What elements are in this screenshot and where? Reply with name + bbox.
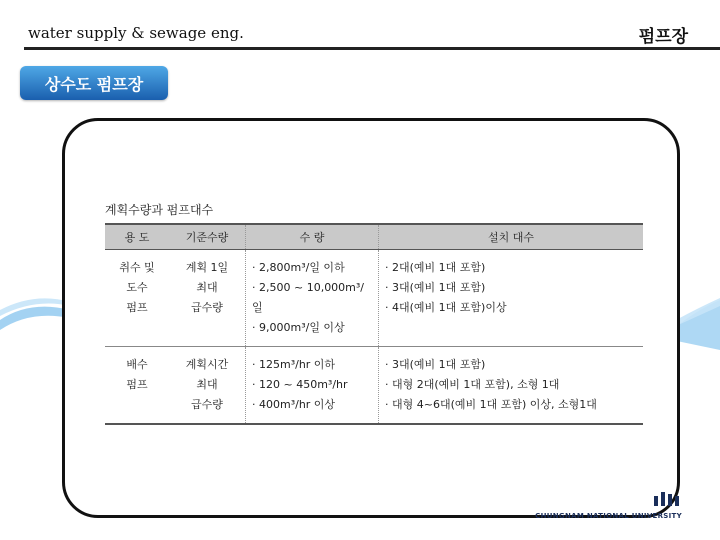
cell-units: · 2대(예비 1대 포함) · 3대(예비 1대 포함) · 4대(예비 1대 포함)이상	[379, 250, 644, 347]
cell-units: · 3대(예비 1대 포함) · 대형 2대(예비 1대 포함), 소형 1대 · 대형 4~6대(예비 1대 포함) 이상, 소형1대	[379, 347, 644, 425]
left-wave-decoration	[0, 280, 70, 340]
university-emblem-icon	[652, 490, 682, 508]
header-use: 용 도	[105, 224, 169, 250]
section-label: 상수도 펌프장	[20, 66, 168, 100]
cell-flow: · 2,800m³/일 이하 · 2,500 ~ 10,000m³/일 · 9,000m³/일 이상	[246, 250, 379, 347]
page-title: 펌프장	[638, 27, 688, 47]
table-title: 계획수량과 펌프대수	[105, 203, 214, 217]
header-basis: 기준수량	[169, 224, 246, 250]
table-row	[105, 347, 643, 425]
cell-use: 배수 펌프	[105, 347, 169, 425]
header-divider	[24, 47, 720, 50]
pump-count-table	[105, 223, 643, 425]
header-units: 설치 대수	[379, 224, 644, 250]
cell-basis: 계획 1일 최대 급수량	[169, 250, 246, 347]
cell-basis: 계획시간 최대 급수량	[169, 347, 246, 425]
cell-use: 취수 및 도수 펌프	[105, 250, 169, 347]
course-title: water supply & sewage eng.	[28, 24, 244, 42]
cell-flow: · 125m³/hr 이하 · 120 ~ 450m³/hr · 400m³/hr 이상	[246, 347, 379, 425]
university-logo	[482, 490, 682, 520]
header-flow: 수 량	[246, 224, 379, 250]
university-name: CHUNGNAM NATIONAL UNIVERSITY	[535, 512, 682, 520]
table-header-row	[105, 224, 643, 250]
content-frame	[62, 118, 680, 518]
table-row	[105, 250, 643, 347]
